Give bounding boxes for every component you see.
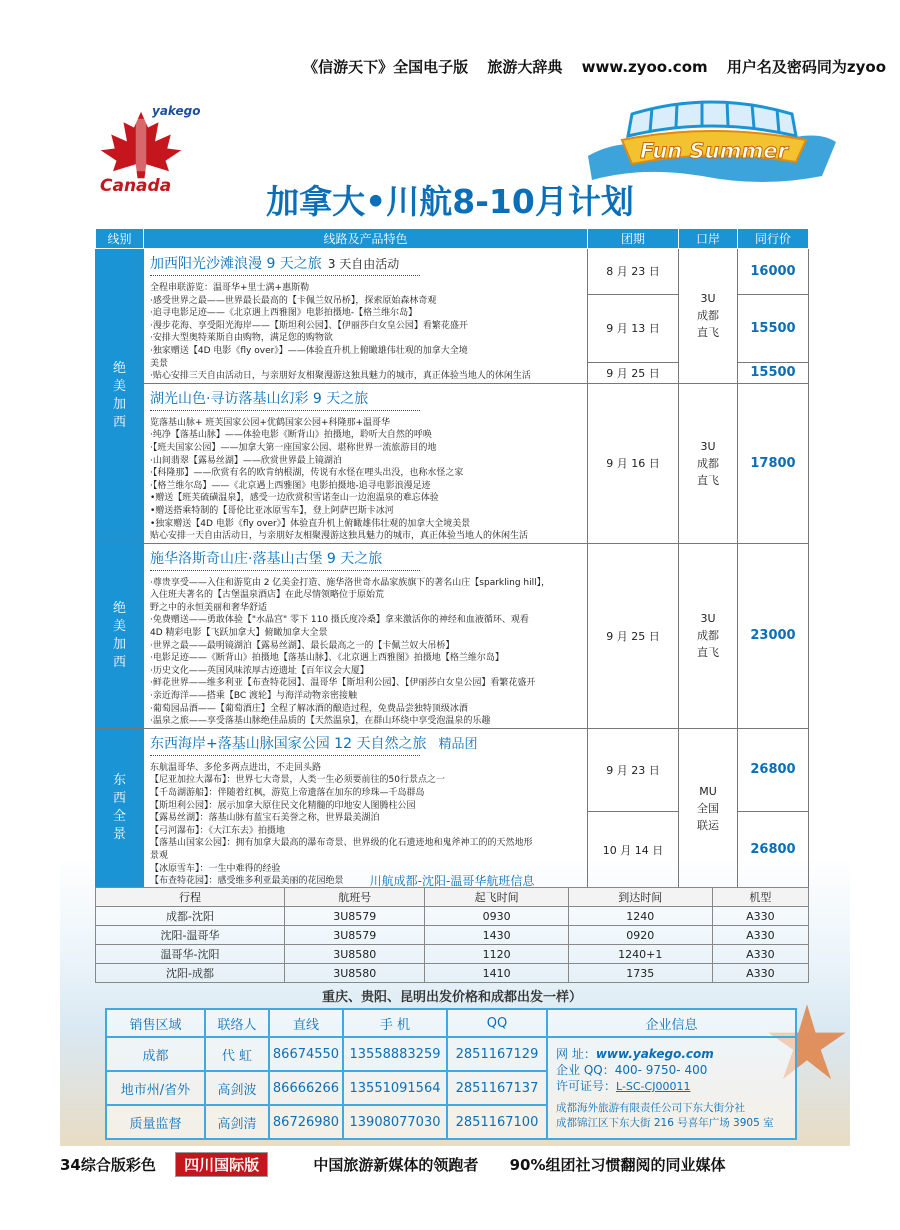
table-row: [96, 964, 809, 983]
route-title: [150, 733, 478, 756]
route-line: 野之中的永恒美丽和奢华舒适: [150, 602, 268, 613]
port-type: 联运: [697, 818, 719, 832]
flight-cell: A330: [712, 926, 808, 945]
contact-cell: 高剑波: [205, 1071, 269, 1105]
contact-cell: 2851167100: [447, 1105, 547, 1139]
qq-label: 企业 QQ：: [556, 1063, 615, 1077]
region-cell: [96, 543, 144, 728]
route-cell: [144, 383, 588, 543]
flight-col: 起飞时间: [425, 888, 568, 907]
col-price: 同行价: [738, 229, 809, 249]
route-line: 览落基山脉+ 班芙国家公园+优鹤国家公园+科隆那+温哥华: [150, 417, 391, 428]
flight-cell: 3U8580: [285, 945, 425, 964]
contact-cell: 13558883259: [343, 1037, 447, 1071]
fun-summer-banner: [582, 96, 840, 188]
site-link[interactable]: www.zyoo.com: [581, 58, 708, 76]
port-cell: [679, 249, 738, 384]
route-line: 【冰原雪车】：一生中难得的经验: [150, 863, 281, 874]
route-line: ·鲜花世界——维多利亚【布查特花园】、温哥华【斯坦利公园】、【伊丽莎白女皇公园】看繁花盛开: [150, 678, 536, 689]
route-line: 【斯坦利公园】：展示加拿大原住民文化精髓的印地安人图腾柱公园: [150, 800, 416, 811]
flight-title: 川航成都-沈阳-温哥华航班信息: [369, 874, 535, 888]
license-line: [556, 1078, 789, 1095]
flight-cell: 3U8580: [285, 964, 425, 983]
port-airline: 3U: [700, 612, 716, 626]
contact-col: 手 机: [343, 1009, 447, 1037]
route-cell: [144, 728, 588, 888]
tour-table: [95, 228, 809, 889]
region-label: 绝 美 加 西: [112, 360, 126, 430]
contact-col: QQ: [447, 1009, 547, 1037]
region-label: 东 西 全 景: [112, 773, 126, 843]
contact-col: 销售区域: [106, 1009, 205, 1037]
route-line: ·贴心安排三天自由活动日，与亲朋好友相聚漫游这独具魅力的城市，真正体验当地人的休闲生活: [150, 371, 531, 382]
route-line: ·历史文化——英国风味浓厚古迹遗址【百年议会大厦】: [150, 665, 369, 676]
contact-header-row: [106, 1009, 796, 1037]
port-type: 直飞: [697, 646, 719, 660]
company-info: [547, 1037, 796, 1139]
route-line: •赠送搭乘特制的【哥伦比亚冰原雪车】，登上阿萨巴斯卡冰河: [150, 505, 394, 516]
flight-cell: A330: [712, 907, 808, 926]
port-city: 全国: [697, 801, 719, 815]
date-cell: 9 月 23 日: [588, 728, 679, 811]
flight-cell: 沈阳-成都: [96, 964, 285, 983]
table-row: [96, 907, 809, 926]
route-line: ·亲近海洋——搭乘【BC 渡轮】与海洋动物亲密接触: [150, 691, 358, 702]
route-line: ·葡萄园品酒——【葡萄酒庄】全程了解冰酒的酿造过程，免费品尝独特顶级冰酒: [150, 703, 468, 714]
port-type: 直飞: [697, 326, 719, 340]
route-line: ·感受世界之最——世界最长最高的【卡佩兰奴吊桥】，探索原始森林奇观: [150, 295, 437, 306]
contact-cell: 地市州/省外: [106, 1071, 205, 1105]
contact-cell: 成都: [106, 1037, 205, 1071]
route-line: ·尊贵享受——入住和游览由 2 亿美金打造、施华洛世奇水晶家族旗下的著名山庄【sparkling hill】，: [150, 577, 551, 588]
contact-table: [105, 1008, 797, 1140]
route-line: ·免费赠送——勇敢体验【"水晶宫" 零下 110 摄氏度冷桑】拿来激活你的神经和血液循环、观看: [150, 615, 529, 626]
flight-col: 机型: [712, 888, 808, 907]
footer-slogan: 中国旅游新媒体的领跑者: [313, 1156, 479, 1174]
website-label: 网 址：: [556, 1047, 596, 1061]
port-city: 成都: [697, 309, 719, 323]
route-line: •独家赠送【4D 电影《fly over》】体验直升机上俯瞰雄伟壮观的加拿大全境美景: [150, 518, 471, 529]
contact-cell: 13551091564: [343, 1071, 447, 1105]
maple-leaf-icon: [95, 110, 187, 180]
route-title: [150, 388, 420, 411]
date-cell: 9 月 25 日: [588, 363, 679, 384]
contact-cell: 86666266: [269, 1071, 343, 1105]
route-lines: [150, 282, 581, 383]
footer-page: 34综合版彩色: [60, 1156, 156, 1174]
route-line: 【露易丝湖】：落基山脉有蓝宝石美誉之称，世界最美湖泊: [150, 813, 380, 824]
port-cell: [679, 383, 738, 543]
header-bar: [0, 56, 900, 77]
table-row: [96, 945, 809, 964]
license-label: 许可证号：: [556, 1079, 617, 1093]
magazine-name: 《信游天下》全国电子版: [303, 58, 469, 76]
table-row: [106, 1037, 796, 1071]
route-line: 入住班夫著名的【古堡温泉酒店】在此尽情领略位于原始荒: [150, 590, 385, 601]
yakego-logo: yakego: [152, 104, 201, 118]
route-cell: [144, 249, 588, 384]
col-date: 团期: [588, 229, 679, 249]
route-line: 【弓河瀑布】：《大江东去》拍摄地: [150, 825, 286, 836]
table-row: [96, 926, 809, 945]
contact-cell: 86726980: [269, 1105, 343, 1139]
edition-badge: 四川国际版: [175, 1152, 268, 1177]
price-note: 重庆、贵阳、昆明出发价格和成都出发一样）: [321, 990, 582, 1005]
contact-cell: 代 虹: [205, 1037, 269, 1071]
route-line: 【尼亚加拉大瀑布】：世界七大奇景，人类一生必须要前往的50行景点之一: [150, 775, 445, 786]
contact-cell: 高剑清: [205, 1105, 269, 1139]
flight-cell: 温哥华-沈阳: [96, 945, 285, 964]
price-cell: 17800: [738, 383, 809, 543]
route-title-extra: 精品团: [438, 736, 478, 752]
table-row: [96, 543, 809, 728]
port-cell: [679, 543, 738, 728]
route-title-text: 东西海岸+落基山脉国家公园 12 天自然之旅: [150, 735, 427, 752]
price-cell: 23000: [738, 543, 809, 728]
page-title: 加拿大•川航8-10月计划: [266, 182, 634, 221]
col-region: 线别: [96, 229, 144, 249]
footer-bar: [60, 1152, 850, 1178]
price-cell: 15500: [738, 363, 809, 384]
date-cell: 9 月 16 日: [588, 383, 679, 543]
flight-col: 到达时间: [568, 888, 712, 907]
flight-cell: 成都-沈阳: [96, 907, 285, 926]
flight-cell: 0930: [425, 907, 568, 926]
flight-cell: 沈阳-温哥华: [96, 926, 285, 945]
route-line: ·【班夫国家公园】——加拿大第一座国家公园、堪称世界一流旅游目的地: [150, 442, 437, 453]
route-line: 【落基山国家公园】：拥有加拿大最高的瀑布奇景、世界级的化石遗迹地和鬼斧神工的的天然地形: [150, 838, 533, 849]
route-line: ·【科隆那】——欣赏有名的欧肯纳根湖，传说有水怪在哩头出没，也称水怪之家: [150, 468, 464, 479]
route-line: ·温泉之旅——享受落基山脉绝佳品质的【天然温泉】，在群山环绕中享受泡温泉的乐趣: [150, 716, 491, 727]
flight-table: [95, 887, 809, 983]
flight-cell: A330: [712, 964, 808, 983]
price-cell: 26800: [738, 811, 809, 888]
contact-col: 企业信息: [547, 1009, 796, 1037]
route-line: •赠送【班芙硫磺温泉】，感受一边欣赏积雪诺奎山一边泡温泉的难忘体验: [150, 493, 439, 504]
route-line: 【千岛湖游船】：伴随着红枫，游览上帝遗落在加东的珍珠—千岛群岛: [150, 788, 425, 798]
route-lines: [150, 417, 581, 543]
date-cell: 9 月 25 日: [588, 543, 679, 728]
route-line: ·世界之最——最明镜湖泊【露易丝湖】、最长最高之一的【卡佩兰奴大吊桥】: [150, 640, 455, 651]
port-airline: 3U: [700, 292, 716, 306]
route-line: ·追寻电影足迹——《北京遇上西雅图》电影拍摄地-【格兰维尔岛】: [150, 308, 418, 319]
flight-cell: 3U8579: [285, 907, 425, 926]
contact-col: 直线: [269, 1009, 343, 1037]
flight-col: 航班号: [285, 888, 425, 907]
route-line: 美景: [150, 358, 169, 369]
route-line: ·【格兰维尔岛】——《北京遇上西雅图》电影拍摄地-追寻电影浪漫足迹: [150, 480, 431, 491]
port-city: 成都: [697, 629, 719, 643]
flight-cell: 1430: [425, 926, 568, 945]
contact-col: 联络人: [205, 1009, 269, 1037]
route-line: ·安排大型奥特莱斯自由购物，满足您的购物欲: [150, 333, 333, 344]
price-cell: 26800: [738, 728, 809, 811]
route-title-extra: 3 天自由活动: [327, 257, 400, 271]
route-line: 4D 精彩电影【飞跃加拿大】俯瞰加拿大全景: [150, 628, 328, 639]
dictionary-name: 旅游大辞典: [487, 58, 563, 76]
route-line: 全程串联游览：温哥华+里士满+惠斯勒: [150, 283, 310, 293]
route-line: 东航温哥华、多伦多两点进出，不走回头路: [150, 762, 322, 773]
flight-col: 行程: [96, 888, 285, 907]
col-route: 线路及产品特色: [144, 229, 588, 249]
footer-slogan-2: 90%组团社习惯翻阅的同业媒体: [509, 1156, 726, 1174]
tour-table-header: [96, 229, 809, 249]
contact-cell: 质量监督: [106, 1105, 205, 1139]
flight-cell: 3U8579: [285, 926, 425, 945]
flight-cell: 0920: [568, 926, 712, 945]
contact-cell: 13908077030: [343, 1105, 447, 1139]
canada-logo-text: Canada: [100, 176, 172, 196]
flight-cell: 1120: [425, 945, 568, 964]
flight-cell: 1240+1: [568, 945, 712, 964]
qq-line: [556, 1062, 789, 1078]
date-cell: 10 月 14 日: [588, 811, 679, 888]
website-line: [556, 1046, 789, 1062]
region-label: 绝 美 加 西: [112, 600, 126, 670]
date-cell: 9 月 13 日: [588, 294, 679, 362]
fun-summer-text: Fun Summer: [640, 139, 788, 163]
contact-cell: 86674550: [269, 1037, 343, 1071]
company-name: 成都海外旅游有限责任公司下东大街分社: [556, 1102, 745, 1114]
port-airline: MU: [699, 784, 717, 798]
price-cell: 15500: [738, 294, 809, 362]
route-line: ·山间翡翠【露易丝湖】——欣赏世界最上镜湖泊: [150, 455, 342, 466]
flight-cell: 1735: [568, 964, 712, 983]
table-row: [96, 249, 809, 295]
port-cell: [679, 728, 738, 888]
route-line: 【布查特花园】：感受维多利亚最美丽的花园绝景: [150, 876, 344, 887]
qq-value: 400- 9750- 400: [614, 1063, 708, 1077]
date-cell: 8 月 23 日: [588, 249, 679, 295]
table-row: [96, 728, 809, 811]
route-line: ·独家赠送【4D 电影《fly over》】——体验直升机上俯瞰雄伟壮观的加拿大全境: [150, 345, 468, 356]
contact-cell: 2851167129: [447, 1037, 547, 1071]
port-city: 成都: [697, 456, 719, 470]
website-link[interactable]: www.yakego.com: [595, 1047, 714, 1061]
route-line: 贴心安排一天自由活动日，与亲朋好友相聚漫游这独具魅力的城市，真正体验当地人的休闲生活: [150, 531, 529, 542]
flight-cell: A330: [712, 945, 808, 964]
port-type: 直飞: [697, 473, 719, 487]
route-title: [150, 253, 420, 276]
port-airline: 3U: [700, 439, 716, 453]
route-title-text: 加西阳光沙滩浪漫 9 天之旅: [150, 256, 322, 272]
flight-cell: 1240: [568, 907, 712, 926]
route-lines: [150, 577, 581, 728]
route-line: ·电影足迹——《断背山》拍摄地【落基山脉】、《北京遇上西雅图》拍摄地【格兰维尔岛】: [150, 653, 504, 664]
region-cell: [96, 728, 144, 888]
company-address: 成都锦江区下东大街 216 号喜年广场 3905 室: [556, 1117, 774, 1129]
col-port: 口岸: [679, 229, 738, 249]
route-title: [150, 548, 420, 571]
license-value: L-SC-CJ00011: [616, 1080, 691, 1093]
route-title-text: 施华洛斯奇山庄·落基山古堡 9 天之旅: [150, 550, 383, 567]
route-cell: [144, 543, 588, 728]
price-cell: 16000: [738, 249, 809, 295]
route-lines: [150, 762, 581, 888]
flight-header-row: [96, 888, 809, 907]
region-cell: [96, 249, 144, 544]
flight-cell: 1410: [425, 964, 568, 983]
table-row: [96, 383, 809, 543]
route-title-text: 湖光山色·寻访落基山幻彩 9 天之旅: [150, 390, 369, 407]
route-line: ·漫步花海、享受阳光海岸——【斯坦利公园】、【伊丽莎白女皇公园】看繁花盛开: [150, 320, 468, 331]
login-hint: 用户名及密码同为zyoo: [726, 58, 886, 76]
route-line: ·纯净【落基山脉】——体验电影《断背山》拍摄地，聆听大自然的呼唤: [150, 430, 432, 441]
route-line: 景观: [150, 850, 169, 861]
contact-cell: 2851167137: [447, 1071, 547, 1105]
